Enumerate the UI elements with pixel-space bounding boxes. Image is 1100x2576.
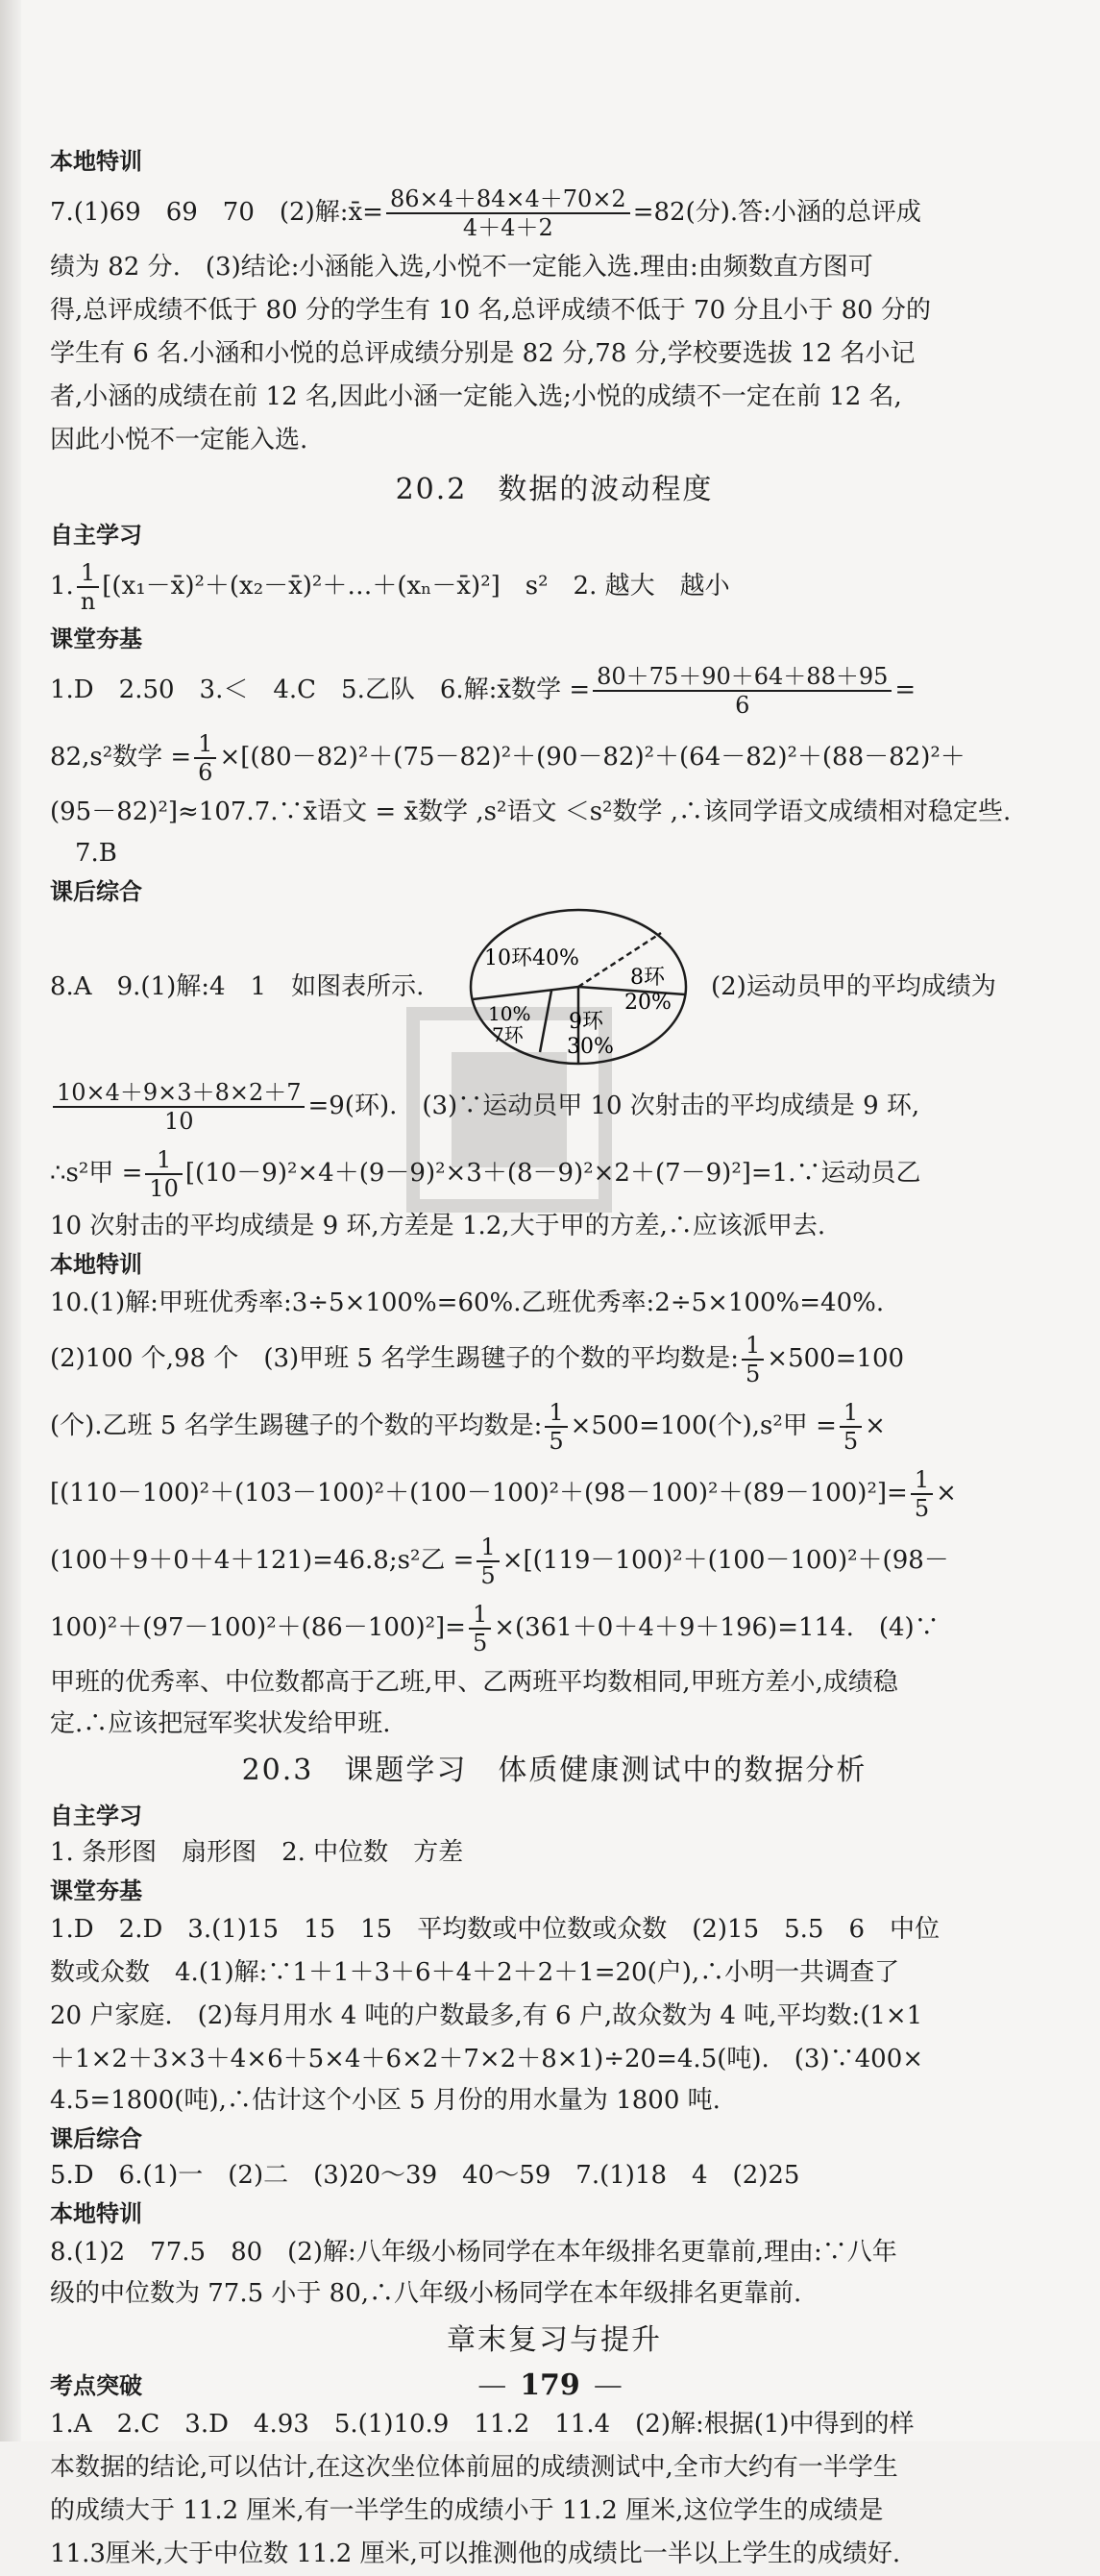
fraction: $\frac{1}{5}$ bbox=[477, 1533, 499, 1589]
page-binding-edge bbox=[0, 0, 21, 2441]
class-line-1: 1.D 2.50 3.＜ 4.C 5.乙队 6.解:x̄数学 = $\frac{80+75+90+64+88+95}{6}$ = bbox=[50, 663, 917, 719]
q10-line-8: 定.∴应该把冠军奖状发给甲班. bbox=[50, 1709, 391, 1738]
fraction: $\frac{1}{10}$ bbox=[145, 1146, 183, 1202]
class2-line-5: 4.5=1800(吨),∴估计这个小区 5 月份的用水量为 1800 吨. bbox=[50, 2086, 721, 2115]
q7-line-2: 绩为 82 分. (3)结论:小涵能入选,小悦不一定能入选.理由:由频数直方图可 bbox=[50, 253, 873, 282]
class2-line-4: ＋1×2＋3×3＋4×6＋5×4＋6×2＋7×2＋8×1)÷20=4.5(吨). (3)∵400× bbox=[50, 2045, 924, 2073]
pie-chart bbox=[465, 907, 692, 1067]
q7-line-3: 得,总评成绩不低于 80 分的学生有 10 名,总评成绩不低于 70 分且小于 80 分的 bbox=[50, 296, 931, 325]
q10-line-3: (个).乙班 5 名学生踢毽子的个数的平均数是: $\frac{1}{5}$ ×500=100(个),s²甲 = $\frac{1}{5}$ × bbox=[50, 1399, 886, 1455]
fraction: $\frac{1}{n}$ bbox=[77, 559, 99, 615]
pie-label-7ring: 7环 bbox=[492, 1023, 524, 1046]
subheading-class-basics-2: 课堂夯基 bbox=[50, 1877, 142, 1904]
subheading-after-class: 课后综合 bbox=[50, 878, 142, 905]
self-study-2-line: 1. 条形图 扇形图 2. 中位数 方差 bbox=[50, 1838, 464, 1867]
pie-divider-center-left bbox=[473, 987, 578, 999]
class-line-2: 82,s²数学 = $\frac{1}{6}$ ×[(80－82)²＋(75－82)²＋(90－82)²＋(64－82)²＋(88－82)²＋ bbox=[50, 730, 966, 786]
q7-line-6: 因此小悦不一定能入选. bbox=[50, 426, 308, 454]
fraction: $\frac{1}{6}$ bbox=[194, 730, 216, 786]
self-study-line: 1. $\frac{1}{n}$ [(x₁－x̄)²＋(x₂－x̄)²＋…＋(xₙ－x̄)²] s² 2. 越大 越小 bbox=[50, 559, 730, 615]
q10-line-7: 甲班的优秀率、中位数都高于乙班,甲、乙两班平均数相同,甲班方差小,成绩稳 bbox=[50, 1668, 898, 1697]
pie-label-9ring-pct: 30% bbox=[567, 1035, 614, 1059]
lt3-line-2: 级的中位数为 77.5 小于 80,∴八年级小杨同学在本年级排名更靠前. bbox=[50, 2279, 802, 2308]
section-title-review: 章末复习与提升 bbox=[447, 2323, 662, 2357]
subheading-local-training: 本地特训 bbox=[50, 148, 142, 175]
q10-line-5: (100＋9＋0＋4＋121)=46.8;s²乙 = $\frac{1}{5}$ ×[(119－100)²＋(100－100)²＋(98－ bbox=[50, 1533, 949, 1589]
fraction: $\frac{1}{5}$ bbox=[742, 1332, 764, 1387]
subheading-after-class-2: 课后综合 bbox=[50, 2125, 142, 2152]
q10-line-6: 100)²＋(97－100)²＋(86－100)²]= $\frac{1}{5}$ ×(361＋0＋4＋9＋196)=114. (4)∵ bbox=[50, 1601, 940, 1656]
after2-line-1: 5.D 6.(1)一 (2)二 (3)20～39 40～59 7.(1)18 4 (2)25 bbox=[50, 2161, 800, 2190]
subheading-class-basics: 课堂夯基 bbox=[50, 626, 142, 652]
after-line-3: ∴s²甲 = $\frac{1}{10}$ [(10－9)²×4＋(9－9)²×3＋(8－9)²×2＋(7－9)²]=1.∵运动员乙 bbox=[50, 1146, 921, 1202]
pie-label-8ring: 8环 bbox=[630, 966, 665, 990]
subheading-self-study: 自主学习 bbox=[50, 522, 142, 549]
section-title-20-3: 20.3 课题学习 体质健康测试中的数据分析 bbox=[241, 1754, 868, 1787]
page-footer bbox=[0, 2368, 1100, 2402]
class-line-4: 7.B bbox=[50, 839, 117, 868]
lt3-line-1: 8.(1)2 77.5 80 (2)解:八年级小杨同学在本年级排名更靠前,理由:∵八年 bbox=[50, 2238, 897, 2267]
xbar-symbol: x̄ bbox=[348, 198, 363, 227]
class2-line-3: 20 户家庭. (2)每月用水 4 吨的户数最多,有 6 户,故众数为 4 吨,平均数:(1×1 bbox=[50, 2001, 923, 2030]
pie-divider-small bbox=[540, 991, 551, 1052]
pie-label-7ring-pct: 10% bbox=[488, 1002, 531, 1025]
q7-line-1: 7.(1)69 69 70 (2)解:x̄= $\frac{86\times 4+84\times 4+70\times 2}{4+4+2}$ =82(分).答:小涵的总评成 bbox=[50, 185, 921, 241]
bt-line-2: 本数据的结论,可以估计,在这次坐位体前屈的成绩测试中,全市大约有一半学生 bbox=[50, 2453, 898, 2482]
q10-line-4: [(110－100)²＋(103－100)²＋(100－100)²＋(98－100)²＋(89－100)²]= $\frac{1}{5}$ × bbox=[50, 1466, 957, 1522]
q10-line-2: (2)100 个,98 个 (3)甲班 5 名学生踢毽子的个数的平均数是: $\frac{1}{5}$ ×500=100 bbox=[50, 1332, 905, 1387]
subheading-local-training-3: 本地特训 bbox=[50, 2200, 142, 2227]
after-line-2: $\frac{10\times 4+9\times 3+8\times 2+7}{10}$ =9(环). (3)∵运动员甲 10 次射击的平均成绩是 9 环, bbox=[50, 1072, 1059, 1140]
section-title-20-2: 20.2 数据的波动程度 bbox=[395, 473, 714, 506]
q9-part2-text: (2)运动员甲的平均成绩为 bbox=[711, 972, 996, 1001]
subheading-local-training-2: 本地特训 bbox=[50, 1251, 142, 1278]
pie-label-8ring-pct: 20% bbox=[624, 991, 672, 1015]
fraction: $\frac{86\times 4+84\times 4+70\times 2}{4+4+2}$ bbox=[386, 185, 630, 241]
answer-content bbox=[50, 142, 1059, 2576]
footer-dash-right: — bbox=[593, 2368, 623, 2402]
fraction: $\frac{1}{5}$ bbox=[840, 1399, 862, 1455]
page-number: 179 bbox=[520, 2368, 580, 2402]
q10-line-1: 10.(1)解:甲班优秀率:3÷5×100%=60%.乙班优秀率:2÷5×100%=40%. bbox=[50, 1288, 885, 1317]
fraction: $\frac{1}{5}$ bbox=[545, 1399, 567, 1455]
q8-q9-row bbox=[50, 909, 1059, 1072]
class2-line-1: 1.D 2.D 3.(1)15 15 15 平均数或中位数或众数 (2)15 5.5 6 中位 bbox=[50, 1915, 940, 1944]
bt-line-1: 1.A 2.C 3.D 4.93 5.(1)10.9 11.2 11.4 (2)解:根据(1)中得到的样 bbox=[50, 2410, 915, 2439]
after-line-4: 10 次射击的平均成绩是 9 环,方差是 1.2,大于甲的方差,∴应该派甲去. bbox=[50, 1212, 826, 1240]
bt-line-3: 的成绩大于 11.2 厘米,有一半学生的成绩小于 11.2 厘米,这位学生的成绩是 bbox=[50, 2496, 884, 2525]
q8-q9-text: 8.A 9.(1)解:4 1 如图表所示. bbox=[50, 972, 425, 1001]
subheading-breakthrough: 考点突破 bbox=[50, 2372, 142, 2399]
fraction: $\frac{1}{5}$ bbox=[469, 1601, 491, 1656]
subheading-self-study-2: 自主学习 bbox=[50, 1803, 142, 1829]
pie-label-9ring: 9环 bbox=[569, 1010, 603, 1034]
q7-line-5: 者,小涵的成绩在前 12 名,因此小涵一定能入选;小悦的成绩不一定在前 12 名, bbox=[50, 382, 902, 411]
class-line-3: (95－82)²]≈107.7.∵x̄语文 = x̄数学 ,s²语文 ＜s²数学 ,∴该同学语文成绩相对稳定些. bbox=[50, 797, 1012, 826]
pie-label-10ring: 10环40% bbox=[484, 946, 579, 970]
class2-line-2: 数或众数 4.(1)解:∵1＋1＋3＋6＋4＋2＋2＋1=20(户),∴小明一共调查了 bbox=[50, 1958, 900, 1987]
q7-line-4: 学生有 6 名.小涵和小悦的总评成绩分别是 82 分,78 分,学校要选拔 12 名小记 bbox=[50, 339, 916, 368]
footer-dash-left: — bbox=[477, 2368, 507, 2402]
fraction: $\frac{1}{5}$ bbox=[911, 1466, 933, 1522]
fraction: $\frac{10\times 4+9\times 3+8\times 2+7}{10}$ bbox=[53, 1079, 305, 1135]
fraction: $\frac{80+75+90+64+88+95}{6}$ bbox=[593, 663, 892, 719]
bt-line-4: 11.3厘米,大于中位数 11.2 厘米,可以推测他的成绩比一半以上学生的成绩好. bbox=[50, 2539, 901, 2568]
